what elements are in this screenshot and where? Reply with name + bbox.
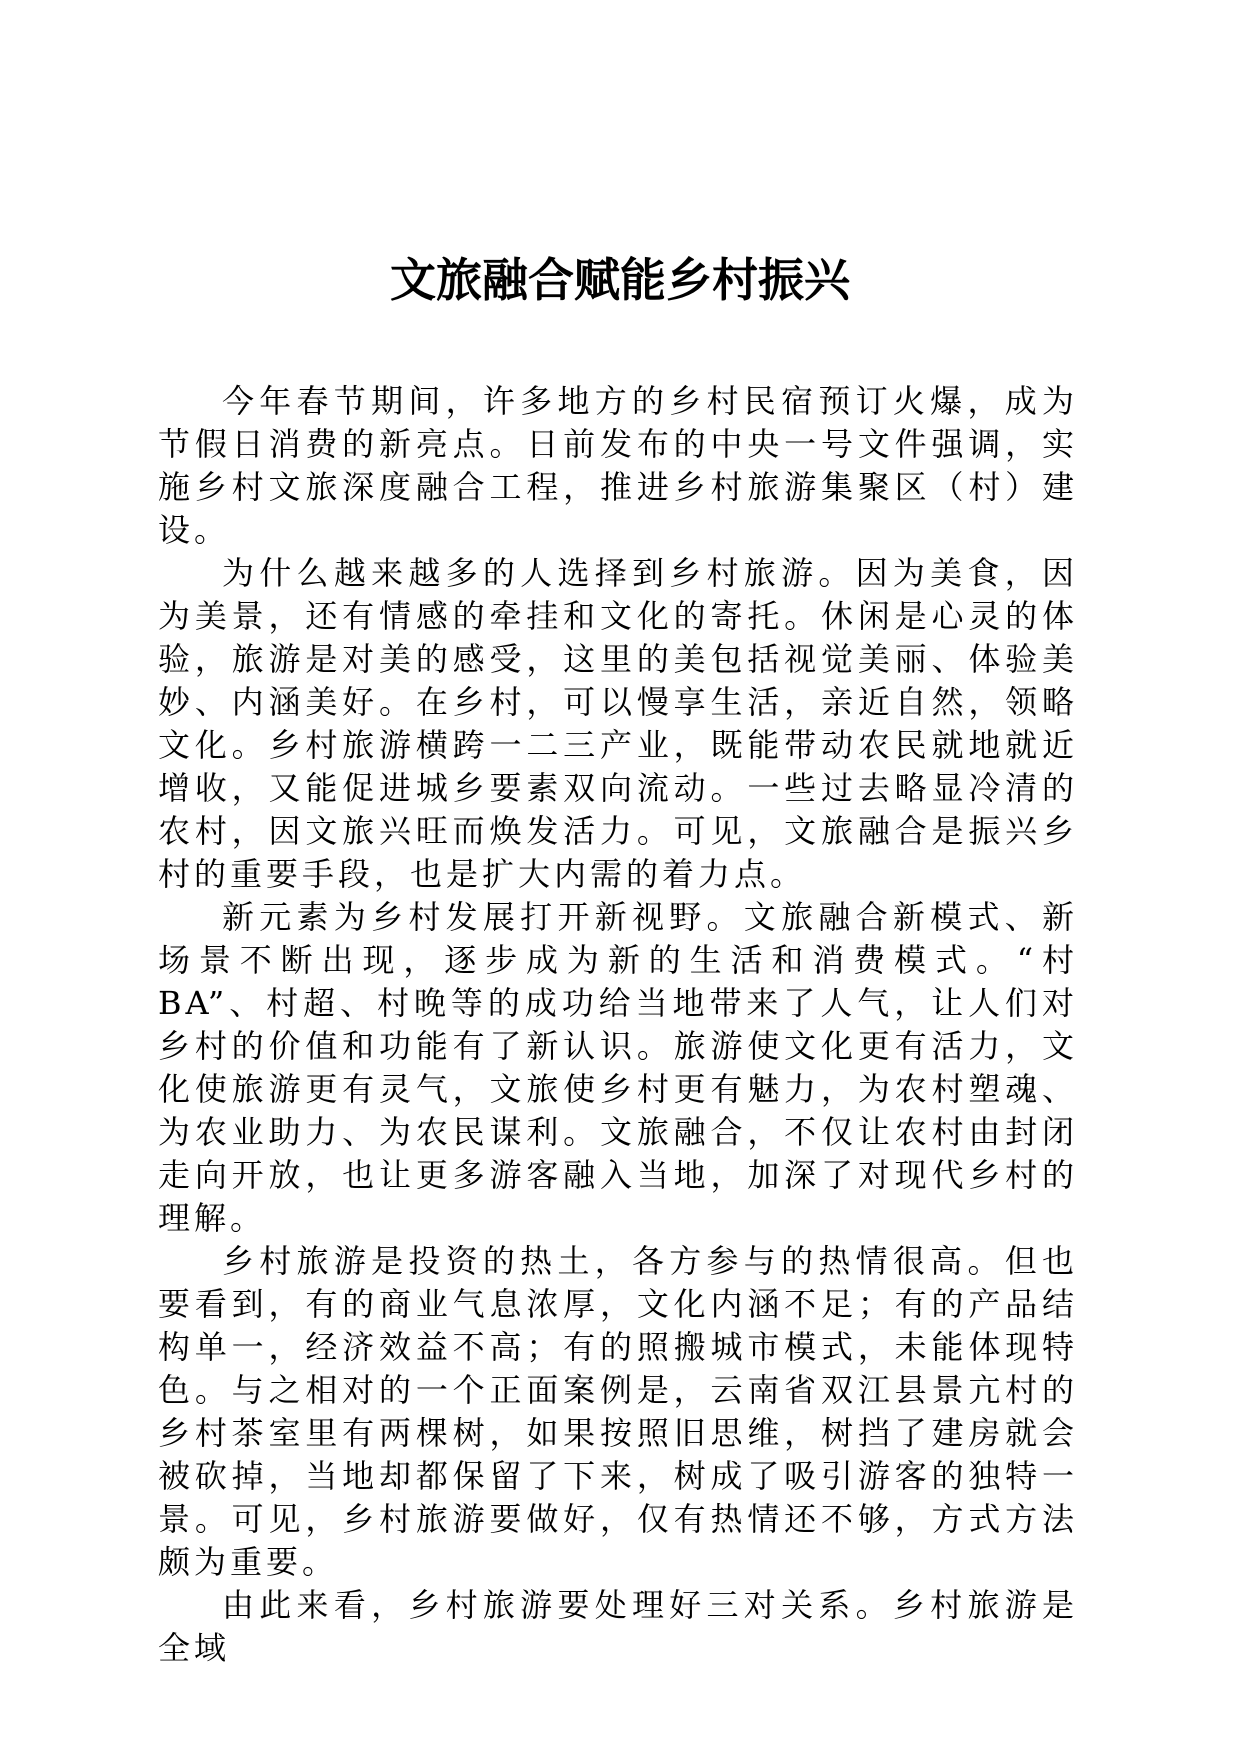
paragraph: 由此来看，乡村旅游要处理好三对关系。乡村旅游是全域: [158, 1586, 1078, 1667]
document-title: 文旅融合赋能乡村振兴: [390, 253, 850, 307]
paragraph: 新元素为乡村发展打开新视野。文旅融合新模式、新场景不断出现，逐步成为新的生活和消费模式。“村 BA”、村超、村晚等的成功给当地带来了人气，让人们对乡村的价值和功能有了新认识。旅游使文化更有活力，文化使旅游更有灵气，文旅使乡村更有魅力，为农村塑魂、为农业助力、为农民谋利。文旅融合，不仅让农村由封闭走向开放，也让更多游客融入当地，加深了对现代乡村的理解。: [158, 898, 1078, 1237]
paragraph: 今年春节期间，许多地方的乡村民宿预订火爆，成为节假日消费的新亮点。日前发布的中央一号文件强调，实施乡村文旅深度融合工程，推进乡村旅游集聚区（村）建设。: [158, 382, 1078, 549]
paragraph: 乡村旅游是投资的热土，各方参与的热情很高。但也要看到，有的商业气息浓厚，文化内涵不足；有的产品结构单一，经济效益不高；有的照搬城市模式，未能体现特色。与之相对的一个正面案例是，云南省双江县景亢村的乡村茶室里有两棵树，如果按照旧思维，树挡了建房就会被砍掉，当地却都保留了下来，树成了吸引游客的独特一景。可见，乡村旅游要做好，仅有热情还不够，方式方法颇为重要。: [158, 1242, 1078, 1581]
paragraph: 为什么越来越多的人选择到乡村旅游。因为美食，因为美景，还有情感的牵挂和文化的寄托。休闲是心灵的体验，旅游是对美的感受，这里的美包括视觉美丽、体验美妙、内涵美好。在乡村，可以慢享生活，亲近自然，领略文化。乡村旅游横跨一二三产业，既能带动农民就地就近增收，又能促进城乡要素双向流动。一些过去略显冷清的农村，因文旅兴旺而焕发活力。可见，文旅融合是振兴乡村的重要手段，也是扩大内需的着力点。: [158, 554, 1078, 893]
document-body: [158, 380, 1078, 1670]
